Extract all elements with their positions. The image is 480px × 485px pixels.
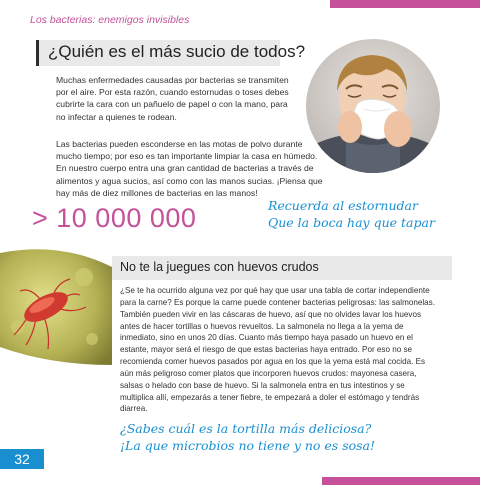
question-line2: ¡La que microbios no tiene y no es sosa! bbox=[120, 438, 376, 453]
section1-paragraph2: Las bacterias pueden esconderse en las motas de polvo durante mucho tiempo; por eso es tan importante limpiar la casa en húmedo. En nuestro cuerpo entra una gran cantidad de bacterias a través de alimentos y agua sucios, así como con las manos sucias. ¡Piensa que hay más de diez millones de bacterias en las manos! bbox=[56, 139, 323, 198]
heading-bar bbox=[36, 40, 39, 66]
chapter-title: Los bacterias: enemigos invisibles bbox=[30, 14, 190, 26]
page-number: 32 bbox=[0, 449, 44, 469]
section1-title: ¿Quién es el más sucio de todos? bbox=[48, 42, 306, 61]
section2-paragraph: ¿Se te ha ocurrido alguna vez por qué hay que usar una tabla de cortar independiente para la carne? Es porque la carne puede contener bacterias peligrosas: las salmonelas. También pueden vivir en las cáscaras de huevo, así que no olvides lavar los huevos antes de hacer tortillas o huevos revueltos. La salmonela no llega a la yema de inmediato, sino en unos 20 días. Cuanto más tiempo haya pasado un huevo en el estante, mayor será el riesgo de que estas bacterias haya entrado. Por eso no se recomienda comer huevos pasados por agua en los que la yema está mal cocida. Es aún más peligroso comer platos que incorporen huevos crudos: mayonesa casera, salsas o helado con base de huevo. Si la salmonela entra en tus intestinos y se multiplica allí, empezarás a tener fiebre, te empezará a doler el estómago y tendrás diarrea. bbox=[120, 286, 435, 414]
reminder-line1: Recuerda al estornudar bbox=[268, 198, 418, 213]
salmonella-illustration bbox=[0, 247, 112, 365]
tortilla-question bbox=[120, 420, 375, 454]
section2-heading-box bbox=[112, 256, 452, 280]
section2-title: No te la juegues con huevos crudos bbox=[120, 260, 319, 274]
bacteria-count-highlight: > 10 000 000 bbox=[32, 203, 197, 233]
reminder-line2: Que la boca hay que tapar bbox=[268, 215, 435, 230]
section1-paragraph1: Muchas enfermedades causadas por bacterias se transmiten por el aire. Por esta razón, cuando estornudas o toses debes cubrirte la cara con un pañuelo de papel o con la mano, para no infectar a quienes te rodean. bbox=[56, 75, 289, 122]
sneeze-reminder bbox=[268, 197, 435, 231]
question-line1: ¿Sabes cuál es la tortilla más deliciosa? bbox=[120, 421, 372, 436]
bottom-accent-stripe bbox=[322, 477, 480, 485]
child-sneezing-photo bbox=[306, 39, 440, 173]
section1-heading-box bbox=[36, 40, 306, 66]
top-accent-stripe bbox=[330, 0, 480, 8]
